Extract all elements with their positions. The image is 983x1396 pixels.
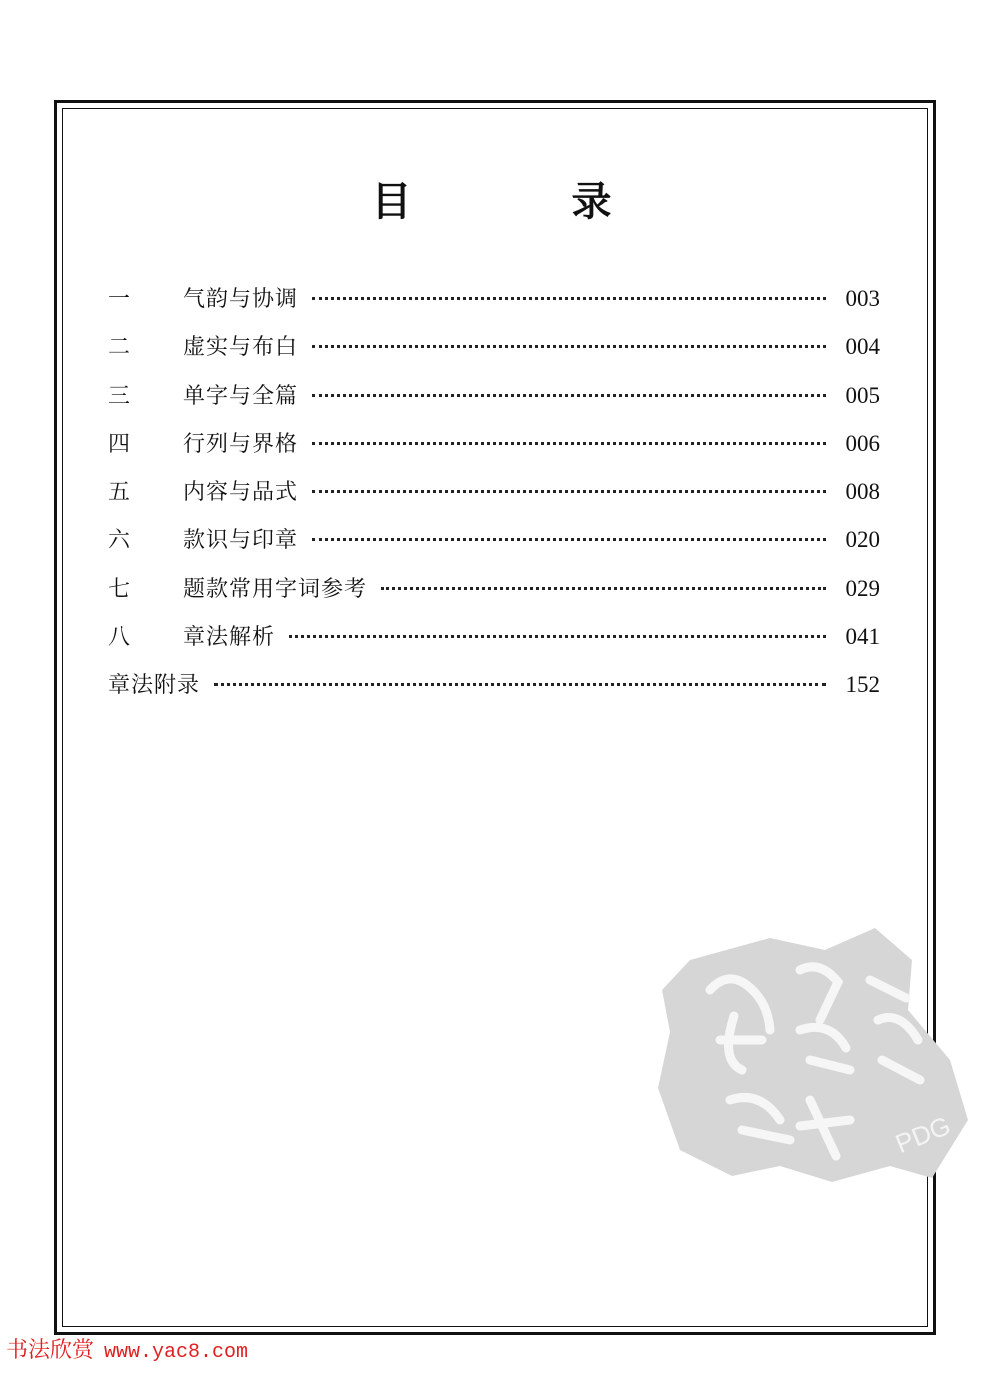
toc-entry-page: 005 bbox=[845, 382, 880, 408]
toc-entry-title: 题款常用字词参考 bbox=[183, 576, 368, 602]
toc-entry-page: 041 bbox=[845, 624, 880, 650]
toc-entry-title: 章法附录 bbox=[108, 673, 201, 699]
toc-entry[interactable] bbox=[108, 475, 880, 523]
site-url[interactable]: www.yac8.com bbox=[104, 1341, 249, 1364]
toc-entry-page: 004 bbox=[845, 334, 880, 360]
toc-leader-dots bbox=[214, 681, 826, 686]
site-name: 书法欣赏 bbox=[6, 1337, 95, 1362]
pdg-watermark-text: PDG bbox=[891, 1110, 955, 1159]
toc-entry-number: 三 bbox=[108, 383, 131, 409]
table-of-contents bbox=[108, 282, 880, 717]
toc-entry[interactable] bbox=[108, 523, 880, 571]
toc-entry-number: 二 bbox=[108, 335, 131, 361]
toc-entry-title: 行列与界格 bbox=[183, 431, 299, 457]
toc-entry-page: 006 bbox=[845, 430, 880, 456]
toc-entry-number: 八 bbox=[108, 625, 131, 651]
toc-entry[interactable] bbox=[108, 330, 880, 378]
toc-leader-dots bbox=[312, 295, 826, 300]
toc-entry[interactable] bbox=[108, 620, 880, 668]
pdg-seal-watermark bbox=[650, 920, 980, 1190]
toc-entry-title: 章法解析 bbox=[183, 625, 276, 651]
toc-entry-number: 六 bbox=[108, 528, 131, 554]
toc-entry-title: 内容与品式 bbox=[183, 480, 299, 506]
toc-entry-page: 003 bbox=[845, 286, 880, 311]
toc-leader-dots bbox=[312, 440, 826, 445]
toc-entry[interactable] bbox=[108, 282, 880, 330]
toc-entry-title: 气韵与协调 bbox=[183, 287, 299, 312]
page-title: 目 录 bbox=[371, 178, 672, 225]
toc-leader-dots bbox=[312, 536, 826, 541]
toc-entry-title: 单字与全篇 bbox=[183, 383, 299, 409]
toc-leader-dots bbox=[312, 392, 826, 397]
toc-entry[interactable] bbox=[108, 379, 880, 427]
toc-entry-title: 款识与印章 bbox=[183, 528, 299, 554]
toc-entry-page: 020 bbox=[845, 527, 880, 553]
toc-leader-dots bbox=[381, 585, 826, 590]
toc-entry-number: 四 bbox=[108, 431, 131, 457]
toc-entry-title: 虚实与布白 bbox=[183, 335, 299, 361]
toc-leader-dots bbox=[289, 633, 826, 638]
toc-entry-appendix[interactable] bbox=[108, 668, 880, 716]
site-watermark bbox=[6, 1333, 248, 1364]
toc-entry-number: 一 bbox=[108, 287, 131, 312]
toc-entry-number: 五 bbox=[108, 480, 131, 506]
toc-entry-page: 152 bbox=[845, 672, 880, 698]
toc-entry-page: 029 bbox=[845, 575, 880, 601]
toc-leader-dots bbox=[312, 343, 826, 348]
toc-entry-number: 七 bbox=[108, 576, 131, 602]
toc-entry[interactable] bbox=[108, 427, 880, 475]
toc-entry[interactable] bbox=[108, 572, 880, 620]
toc-entry-page: 008 bbox=[845, 479, 880, 505]
toc-leader-dots bbox=[312, 488, 826, 493]
